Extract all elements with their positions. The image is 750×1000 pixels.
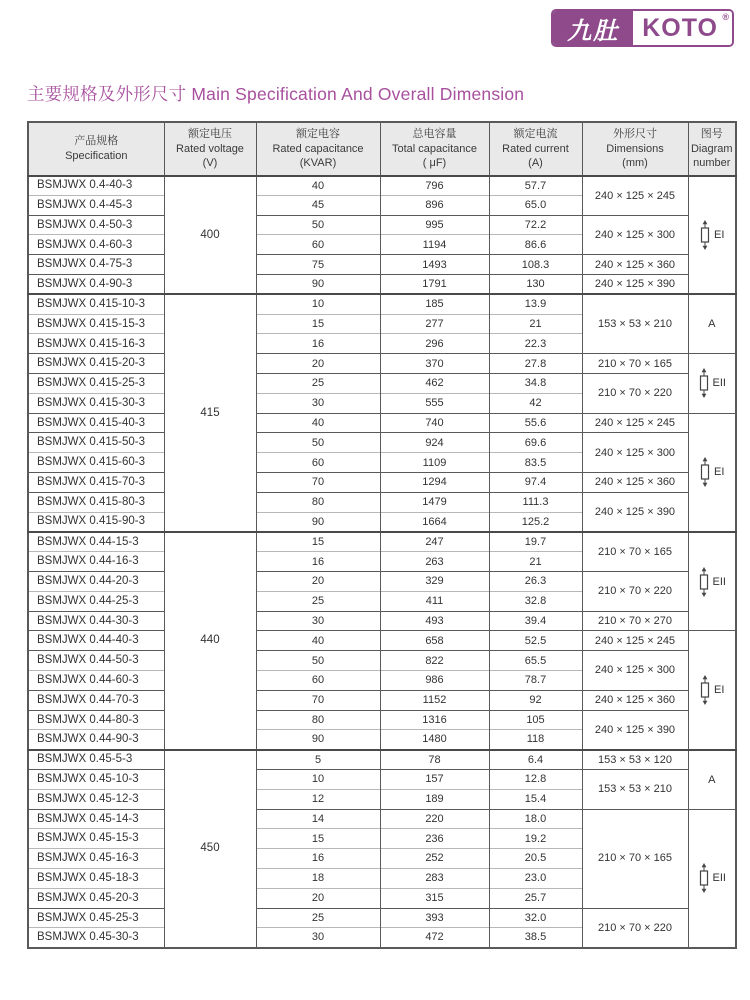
capacitance-cell: 18 xyxy=(256,868,380,888)
current-cell: 65.5 xyxy=(489,651,582,671)
spec-cell: BSMJWX 0.415-16-3 xyxy=(28,334,164,354)
specification-table xyxy=(27,121,737,949)
voltage-cell: 440 xyxy=(164,532,256,750)
total-capacitance-cell: 995 xyxy=(380,215,489,235)
current-cell: 130 xyxy=(489,275,582,295)
total-capacitance-cell: 393 xyxy=(380,908,489,928)
spec-cell: BSMJWX 0.4-50-3 xyxy=(28,215,164,235)
total-capacitance-cell: 658 xyxy=(380,631,489,651)
table-row xyxy=(28,473,736,493)
logo-chinese-characters: 九肚 xyxy=(553,11,633,45)
capacitance-cell: 50 xyxy=(256,215,380,235)
spec-cell: BSMJWX 0.44-25-3 xyxy=(28,591,164,611)
table-header xyxy=(28,122,736,176)
capacitance-cell: 16 xyxy=(256,849,380,869)
diagram-cell xyxy=(688,809,736,948)
capacitance-cell: 15 xyxy=(256,829,380,849)
table-row xyxy=(28,631,736,651)
table-row xyxy=(28,413,736,433)
current-cell: 21 xyxy=(489,552,582,572)
dimensions-cell: 240 × 125 × 245 xyxy=(582,631,688,651)
dimensions-cell: 240 × 125 × 390 xyxy=(582,275,688,295)
spec-cell: BSMJWX 0.44-20-3 xyxy=(28,571,164,591)
capacitance-cell: 50 xyxy=(256,651,380,671)
capacitance-cell: 30 xyxy=(256,393,380,413)
capacitor-outline-icon xyxy=(698,863,710,893)
current-cell: 18.0 xyxy=(489,809,582,829)
spec-cell: BSMJWX 0.415-50-3 xyxy=(28,433,164,453)
current-cell: 52.5 xyxy=(489,631,582,651)
capacitance-cell: 90 xyxy=(256,730,380,750)
diagram-number-label: EII xyxy=(712,575,726,588)
dimensions-cell: 240 × 125 × 360 xyxy=(582,473,688,493)
current-cell: 39.4 xyxy=(489,611,582,631)
capacitance-cell: 15 xyxy=(256,532,380,552)
capacitance-cell: 15 xyxy=(256,314,380,334)
total-capacitance-cell: 462 xyxy=(380,374,489,394)
total-capacitance-cell: 189 xyxy=(380,789,489,809)
capacitance-cell: 12 xyxy=(256,789,380,809)
capacitance-cell: 30 xyxy=(256,928,380,948)
dimensions-cell: 210 × 70 × 165 xyxy=(582,532,688,572)
current-cell: 83.5 xyxy=(489,453,582,473)
capacitance-cell: 20 xyxy=(256,571,380,591)
total-capacitance-cell: 1493 xyxy=(380,255,489,275)
table-row xyxy=(28,571,736,591)
table-row xyxy=(28,532,736,552)
table-row xyxy=(28,354,736,374)
diagram-cell xyxy=(688,413,736,532)
current-cell: 13.9 xyxy=(489,294,582,314)
capacitor-outline-icon xyxy=(699,457,711,487)
spec-cell: BSMJWX 0.415-20-3 xyxy=(28,354,164,374)
current-cell: 23.0 xyxy=(489,868,582,888)
dimensions-cell: 240 × 125 × 300 xyxy=(582,651,688,691)
diagram-symbol xyxy=(691,457,734,487)
capacitor-outline-icon xyxy=(699,675,711,705)
diagram-cell xyxy=(688,354,736,413)
capacitor-outline-icon xyxy=(699,220,711,250)
table-row xyxy=(28,908,736,928)
dimensions-cell: 240 × 125 × 390 xyxy=(582,710,688,750)
spec-cell: BSMJWX 0.45-15-3 xyxy=(28,829,164,849)
table-row xyxy=(28,374,736,394)
total-capacitance-cell: 157 xyxy=(380,769,489,789)
total-capacitance-cell: 796 xyxy=(380,176,489,196)
logo-koto-text: KOTO xyxy=(642,13,718,42)
current-cell: 6.4 xyxy=(489,750,582,770)
voltage-cell: 450 xyxy=(164,750,256,948)
table-row xyxy=(28,769,736,789)
spec-cell: BSMJWX 0.415-15-3 xyxy=(28,314,164,334)
current-cell: 32.0 xyxy=(489,908,582,928)
dimensions-cell: 240 × 125 × 390 xyxy=(582,492,688,532)
dimensions-cell: 210 × 70 × 220 xyxy=(582,571,688,611)
spec-cell: BSMJWX 0.45-14-3 xyxy=(28,809,164,829)
total-capacitance-cell: 296 xyxy=(380,334,489,354)
capacitance-cell: 80 xyxy=(256,492,380,512)
spec-cell: BSMJWX 0.45-30-3 xyxy=(28,928,164,948)
total-capacitance-cell: 1480 xyxy=(380,730,489,750)
column-header: 额定电压 Rated voltage (V) xyxy=(164,122,256,176)
spec-cell: BSMJWX 0.44-15-3 xyxy=(28,532,164,552)
capacitance-cell: 25 xyxy=(256,591,380,611)
column-header: 外形尺寸 Dimensions (mm) xyxy=(582,122,688,176)
current-cell: 69.6 xyxy=(489,433,582,453)
dimensions-cell: 240 × 125 × 300 xyxy=(582,215,688,255)
spec-cell: BSMJWX 0.44-50-3 xyxy=(28,651,164,671)
table-row xyxy=(28,433,736,453)
current-cell: 86.6 xyxy=(489,235,582,255)
capacitance-cell: 30 xyxy=(256,611,380,631)
spec-cell: BSMJWX 0.4-45-3 xyxy=(28,195,164,215)
capacitor-outline-icon xyxy=(698,567,710,597)
diagram-symbol xyxy=(691,368,734,398)
current-cell: 97.4 xyxy=(489,473,582,493)
diagram-cell xyxy=(688,750,736,809)
total-capacitance-cell: 1152 xyxy=(380,690,489,710)
current-cell: 38.5 xyxy=(489,928,582,948)
capacitance-cell: 16 xyxy=(256,552,380,572)
diagram-symbol xyxy=(691,863,734,893)
diagram-number-label: EI xyxy=(714,228,725,241)
spec-cell: BSMJWX 0.45-10-3 xyxy=(28,769,164,789)
total-capacitance-cell: 277 xyxy=(380,314,489,334)
diagram-symbol xyxy=(691,318,734,330)
diagram-symbol xyxy=(691,567,734,597)
dimensions-cell: 240 × 125 × 300 xyxy=(582,433,688,473)
page-title: 主要规格及外形尺寸 Main Specification And Overall Dimension xyxy=(27,84,525,104)
total-capacitance-cell: 555 xyxy=(380,393,489,413)
spec-cell: BSMJWX 0.415-30-3 xyxy=(28,393,164,413)
total-capacitance-cell: 1791 xyxy=(380,275,489,295)
total-capacitance-cell: 236 xyxy=(380,829,489,849)
capacitance-cell: 5 xyxy=(256,750,380,770)
capacitance-cell: 20 xyxy=(256,354,380,374)
total-capacitance-cell: 1294 xyxy=(380,473,489,493)
current-cell: 21 xyxy=(489,314,582,334)
total-capacitance-cell: 1479 xyxy=(380,492,489,512)
total-capacitance-cell: 247 xyxy=(380,532,489,552)
voltage-cell: 415 xyxy=(164,294,256,532)
spec-cell: BSMJWX 0.415-90-3 xyxy=(28,512,164,532)
spec-cell: BSMJWX 0.45-12-3 xyxy=(28,789,164,809)
capacitance-cell: 60 xyxy=(256,235,380,255)
spec-cell: BSMJWX 0.44-80-3 xyxy=(28,710,164,730)
table-row xyxy=(28,611,736,631)
capacitance-cell: 90 xyxy=(256,512,380,532)
current-cell: 78.7 xyxy=(489,670,582,690)
diagram-cell xyxy=(688,631,736,750)
capacitance-cell: 60 xyxy=(256,670,380,690)
dimensions-cell: 240 × 125 × 245 xyxy=(582,176,688,216)
capacitance-cell: 25 xyxy=(256,908,380,928)
total-capacitance-cell: 1316 xyxy=(380,710,489,730)
table-row xyxy=(28,275,736,295)
spec-cell: BSMJWX 0.44-40-3 xyxy=(28,631,164,651)
table-row xyxy=(28,750,736,770)
spec-cell: BSMJWX 0.45-5-3 xyxy=(28,750,164,770)
spec-cell: BSMJWX 0.4-75-3 xyxy=(28,255,164,275)
total-capacitance-cell: 78 xyxy=(380,750,489,770)
diagram-cell xyxy=(688,294,736,353)
spec-cell: BSMJWX 0.415-60-3 xyxy=(28,453,164,473)
diagram-number-label: EII xyxy=(712,872,726,885)
capacitance-cell: 80 xyxy=(256,710,380,730)
total-capacitance-cell: 329 xyxy=(380,571,489,591)
diagram-number-label: EII xyxy=(712,377,726,390)
diagram-number-label: EI xyxy=(714,683,725,696)
capacitance-cell: 10 xyxy=(256,769,380,789)
column-header: 额定电流 Rated current (A) xyxy=(489,122,582,176)
current-cell: 92 xyxy=(489,690,582,710)
total-capacitance-cell: 252 xyxy=(380,849,489,869)
dimensions-cell: 153 × 53 × 210 xyxy=(582,294,688,353)
spec-cell: BSMJWX 0.415-70-3 xyxy=(28,473,164,493)
capacitance-cell: 70 xyxy=(256,690,380,710)
capacitance-cell: 40 xyxy=(256,176,380,196)
spec-cell: BSMJWX 0.44-70-3 xyxy=(28,690,164,710)
logo-koto-wordmark xyxy=(633,11,732,45)
dimensions-cell: 240 × 125 × 360 xyxy=(582,255,688,275)
spec-cell: BSMJWX 0.415-10-3 xyxy=(28,294,164,314)
total-capacitance-cell: 822 xyxy=(380,651,489,671)
table-row xyxy=(28,651,736,671)
capacitance-cell: 10 xyxy=(256,294,380,314)
capacitance-cell: 50 xyxy=(256,433,380,453)
spec-cell: BSMJWX 0.45-20-3 xyxy=(28,888,164,908)
diagram-cell xyxy=(688,532,736,631)
koto-logo xyxy=(551,9,734,47)
spec-cell: BSMJWX 0.44-30-3 xyxy=(28,611,164,631)
current-cell: 108.3 xyxy=(489,255,582,275)
current-cell: 55.6 xyxy=(489,413,582,433)
capacitance-cell: 40 xyxy=(256,631,380,651)
capacitance-cell: 70 xyxy=(256,473,380,493)
total-capacitance-cell: 472 xyxy=(380,928,489,948)
current-cell: 26.3 xyxy=(489,571,582,591)
spec-cell: BSMJWX 0.44-60-3 xyxy=(28,670,164,690)
total-capacitance-cell: 315 xyxy=(380,888,489,908)
dimensions-cell: 153 × 53 × 210 xyxy=(582,769,688,809)
current-cell: 12.8 xyxy=(489,769,582,789)
dimensions-cell: 210 × 70 × 165 xyxy=(582,354,688,374)
table-row xyxy=(28,809,736,829)
table-row xyxy=(28,294,736,314)
diagram-cell xyxy=(688,176,736,295)
current-cell: 20.5 xyxy=(489,849,582,869)
current-cell: 111.3 xyxy=(489,492,582,512)
current-cell: 118 xyxy=(489,730,582,750)
voltage-cell: 400 xyxy=(164,176,256,295)
spec-cell: BSMJWX 0.4-40-3 xyxy=(28,176,164,196)
total-capacitance-cell: 1109 xyxy=(380,453,489,473)
diagram-symbol xyxy=(691,774,734,786)
capacitance-cell: 25 xyxy=(256,374,380,394)
current-cell: 72.2 xyxy=(489,215,582,235)
table-row xyxy=(28,215,736,235)
current-cell: 15.4 xyxy=(489,789,582,809)
total-capacitance-cell: 986 xyxy=(380,670,489,690)
current-cell: 105 xyxy=(489,710,582,730)
dimensions-cell: 210 × 70 × 165 xyxy=(582,809,688,908)
registered-trademark-icon: ® xyxy=(722,12,730,22)
total-capacitance-cell: 1664 xyxy=(380,512,489,532)
spec-cell: BSMJWX 0.415-25-3 xyxy=(28,374,164,394)
dimensions-cell: 240 × 125 × 360 xyxy=(582,690,688,710)
spec-cell: BSMJWX 0.415-80-3 xyxy=(28,492,164,512)
spec-cell: BSMJWX 0.4-60-3 xyxy=(28,235,164,255)
table-row xyxy=(28,710,736,730)
spec-cell: BSMJWX 0.44-90-3 xyxy=(28,730,164,750)
capacitance-cell: 40 xyxy=(256,413,380,433)
spec-cell: BSMJWX 0.45-16-3 xyxy=(28,849,164,869)
spec-cell: BSMJWX 0.45-18-3 xyxy=(28,868,164,888)
spec-cell: BSMJWX 0.4-90-3 xyxy=(28,275,164,295)
current-cell: 57.7 xyxy=(489,176,582,196)
capacitance-cell: 75 xyxy=(256,255,380,275)
total-capacitance-cell: 924 xyxy=(380,433,489,453)
total-capacitance-cell: 283 xyxy=(380,868,489,888)
diagram-number-label: A xyxy=(708,318,716,331)
capacitance-cell: 16 xyxy=(256,334,380,354)
spec-cell: BSMJWX 0.44-16-3 xyxy=(28,552,164,572)
spec-cell: BSMJWX 0.415-40-3 xyxy=(28,413,164,433)
diagram-number-label: EI xyxy=(714,466,725,479)
current-cell: 22.3 xyxy=(489,334,582,354)
capacitance-cell: 45 xyxy=(256,195,380,215)
total-capacitance-cell: 896 xyxy=(380,195,489,215)
header-row xyxy=(28,122,736,176)
current-cell: 25.7 xyxy=(489,888,582,908)
dimensions-cell: 240 × 125 × 245 xyxy=(582,413,688,433)
total-capacitance-cell: 493 xyxy=(380,611,489,631)
diagram-symbol xyxy=(691,675,734,705)
total-capacitance-cell: 740 xyxy=(380,413,489,433)
current-cell: 42 xyxy=(489,393,582,413)
dimensions-cell: 153 × 53 × 120 xyxy=(582,750,688,770)
capacitor-outline-icon xyxy=(698,368,710,398)
column-header: 总电容量 Total capacitance ( μF) xyxy=(380,122,489,176)
column-header: 产品规格 Specification xyxy=(28,122,164,176)
dimensions-cell: 210 × 70 × 220 xyxy=(582,908,688,948)
table-row xyxy=(28,255,736,275)
header-bar xyxy=(0,0,750,47)
total-capacitance-cell: 220 xyxy=(380,809,489,829)
current-cell: 65.0 xyxy=(489,195,582,215)
current-cell: 19.2 xyxy=(489,829,582,849)
diagram-symbol xyxy=(691,220,734,250)
column-header: 图号 Diagram number xyxy=(688,122,736,176)
total-capacitance-cell: 370 xyxy=(380,354,489,374)
capacitance-cell: 90 xyxy=(256,275,380,295)
capacitance-cell: 20 xyxy=(256,888,380,908)
current-cell: 34.8 xyxy=(489,374,582,394)
current-cell: 19.7 xyxy=(489,532,582,552)
spec-cell: BSMJWX 0.45-25-3 xyxy=(28,908,164,928)
table-row xyxy=(28,492,736,512)
table-body xyxy=(28,176,736,948)
current-cell: 125.2 xyxy=(489,512,582,532)
table-row xyxy=(28,176,736,196)
total-capacitance-cell: 263 xyxy=(380,552,489,572)
column-header: 额定电容 Rated capacitance (KVAR) xyxy=(256,122,380,176)
capacitance-cell: 60 xyxy=(256,453,380,473)
dimensions-cell: 210 × 70 × 270 xyxy=(582,611,688,631)
diagram-number-label: A xyxy=(708,773,716,786)
dimensions-cell: 210 × 70 × 220 xyxy=(582,374,688,414)
total-capacitance-cell: 185 xyxy=(380,294,489,314)
capacitance-cell: 14 xyxy=(256,809,380,829)
current-cell: 32.8 xyxy=(489,591,582,611)
table-row xyxy=(28,690,736,710)
total-capacitance-cell: 1194 xyxy=(380,235,489,255)
total-capacitance-cell: 411 xyxy=(380,591,489,611)
current-cell: 27.8 xyxy=(489,354,582,374)
